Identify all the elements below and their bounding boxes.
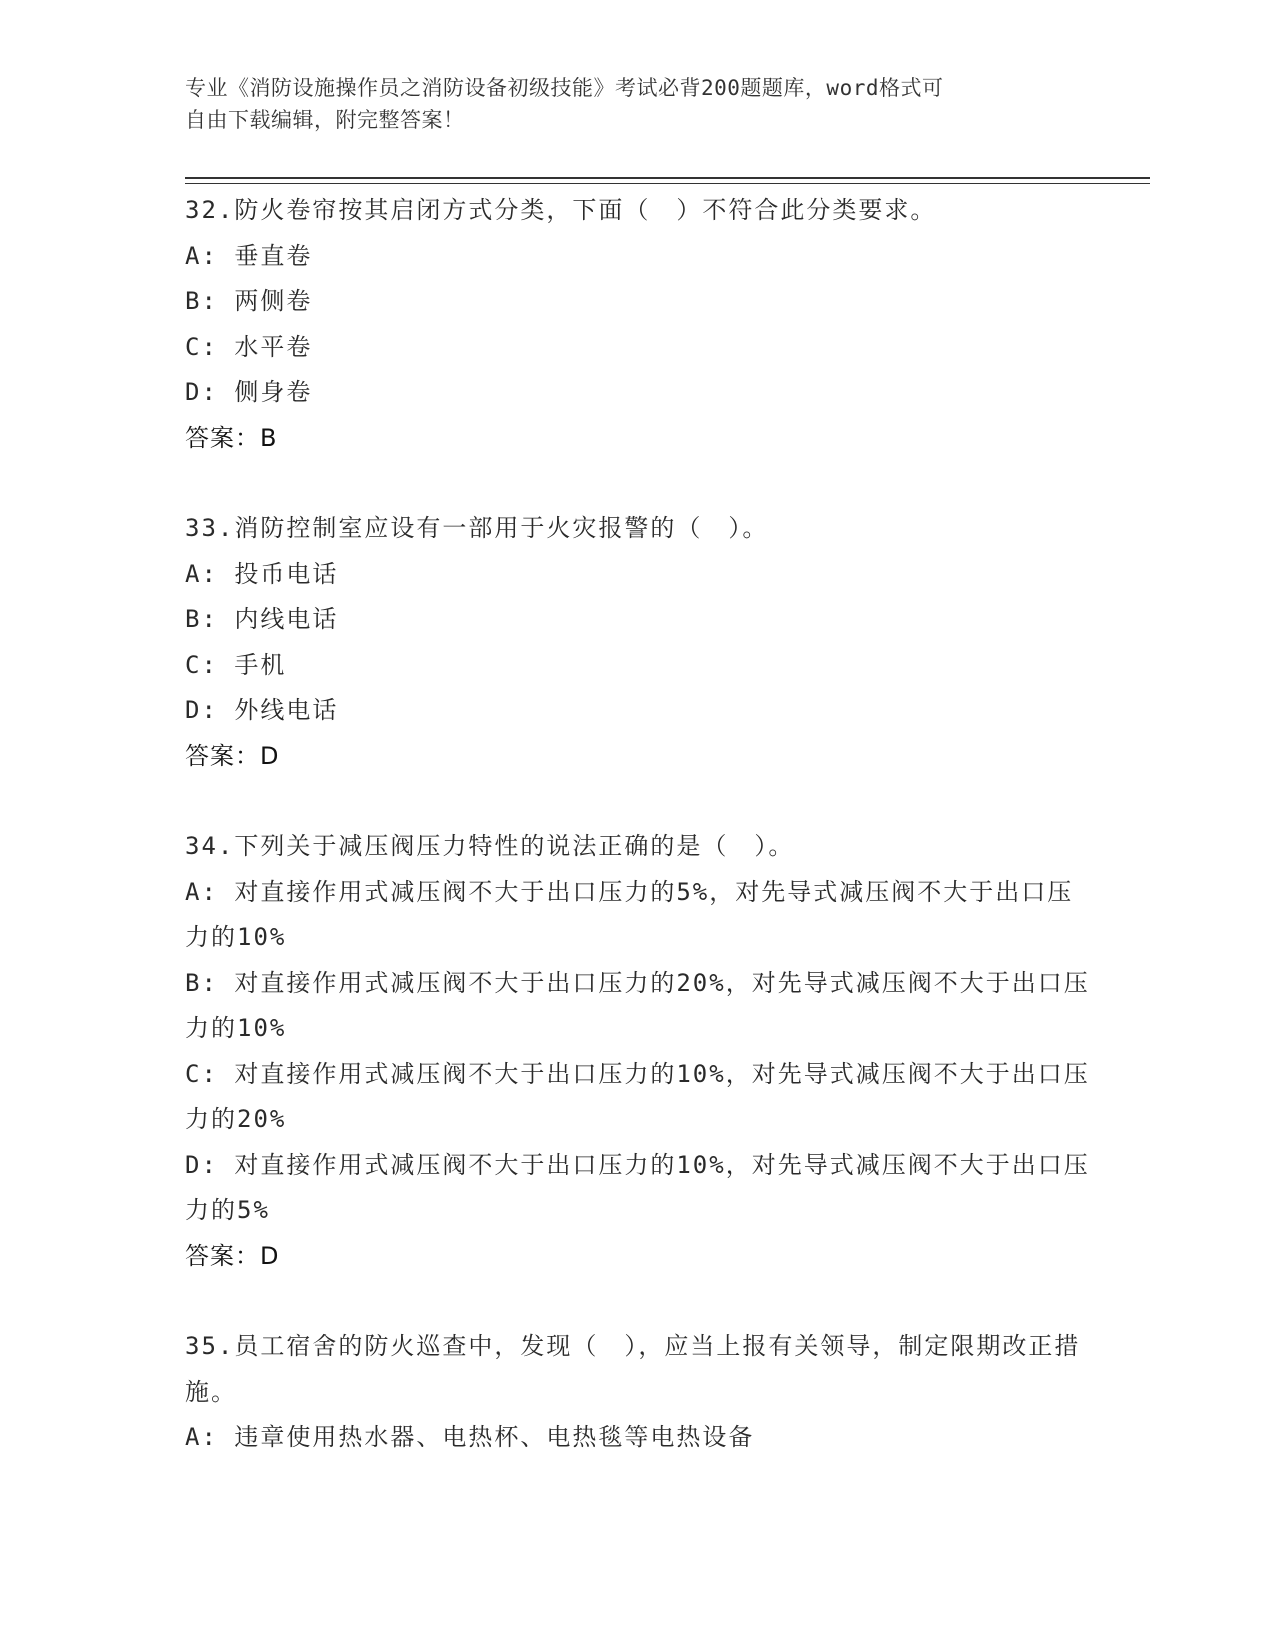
question-stem: 34.下列关于减压阀压力特性的说法正确的是（ ）。 [185, 832, 795, 860]
option-c: C: 水平卷 [185, 332, 313, 361]
answer-line: 答案：D [185, 741, 280, 770]
option-d: D: 侧身卷 [185, 378, 313, 406]
header-rule-thin [185, 183, 1150, 184]
answer-line: 答案：D [185, 1241, 280, 1270]
document-header [185, 72, 1085, 136]
option-a: A: 违章使用热水器、电热杯、电热毯等电热设备 [185, 1423, 755, 1451]
option-c: C: 对直接作用式减压阀不大于出口压力的10%，对先导式减压阀不大于出口压力的20% [185, 1059, 1090, 1133]
question-stem: 35.员工宿舍的防火巡查中，发现（ ），应当上报有关领导，制定限期改正措施。 [185, 1332, 1081, 1406]
option-b: B: 两侧卷 [185, 287, 313, 315]
question-stem: 32.防火卷帘按其启闭方式分类，下面（ ）不符合此分类要求。 [185, 196, 937, 224]
option-a: A: 垂直卷 [185, 241, 313, 270]
question-item [185, 824, 1090, 1279]
question-item [185, 188, 1090, 461]
question-item [185, 506, 1090, 779]
option-d: D: 外线电话 [185, 696, 339, 724]
option-d: D: 对直接作用式减压阀不大于出口压力的10%，对先导式减压阀不大于出口压力的5% [185, 1150, 1090, 1224]
header-rule-thick [185, 177, 1150, 179]
header-line-2: 自由下载编辑，附完整答案！ [185, 108, 465, 132]
header-line-1: 专业《消防设施操作员之消防设备初级技能》考试必背200题题库，word格式可 [185, 76, 944, 100]
option-b: B: 内线电话 [185, 605, 339, 633]
option-a: A: 对直接作用式减压阀不大于出口压力的5%，对先导式减压阀不大于出口压力的10% [185, 877, 1074, 951]
option-a: A: 投币电话 [185, 559, 339, 588]
question-list [185, 188, 1090, 1506]
option-b: B: 对直接作用式减压阀不大于出口压力的20%，对先导式减压阀不大于出口压力的10% [185, 968, 1090, 1042]
option-c: C: 手机 [185, 650, 287, 679]
question-item [185, 1324, 1090, 1461]
question-stem: 33.消防控制室应设有一部用于火灾报警的（ ）。 [185, 514, 769, 542]
answer-line: 答案：B [185, 423, 278, 452]
